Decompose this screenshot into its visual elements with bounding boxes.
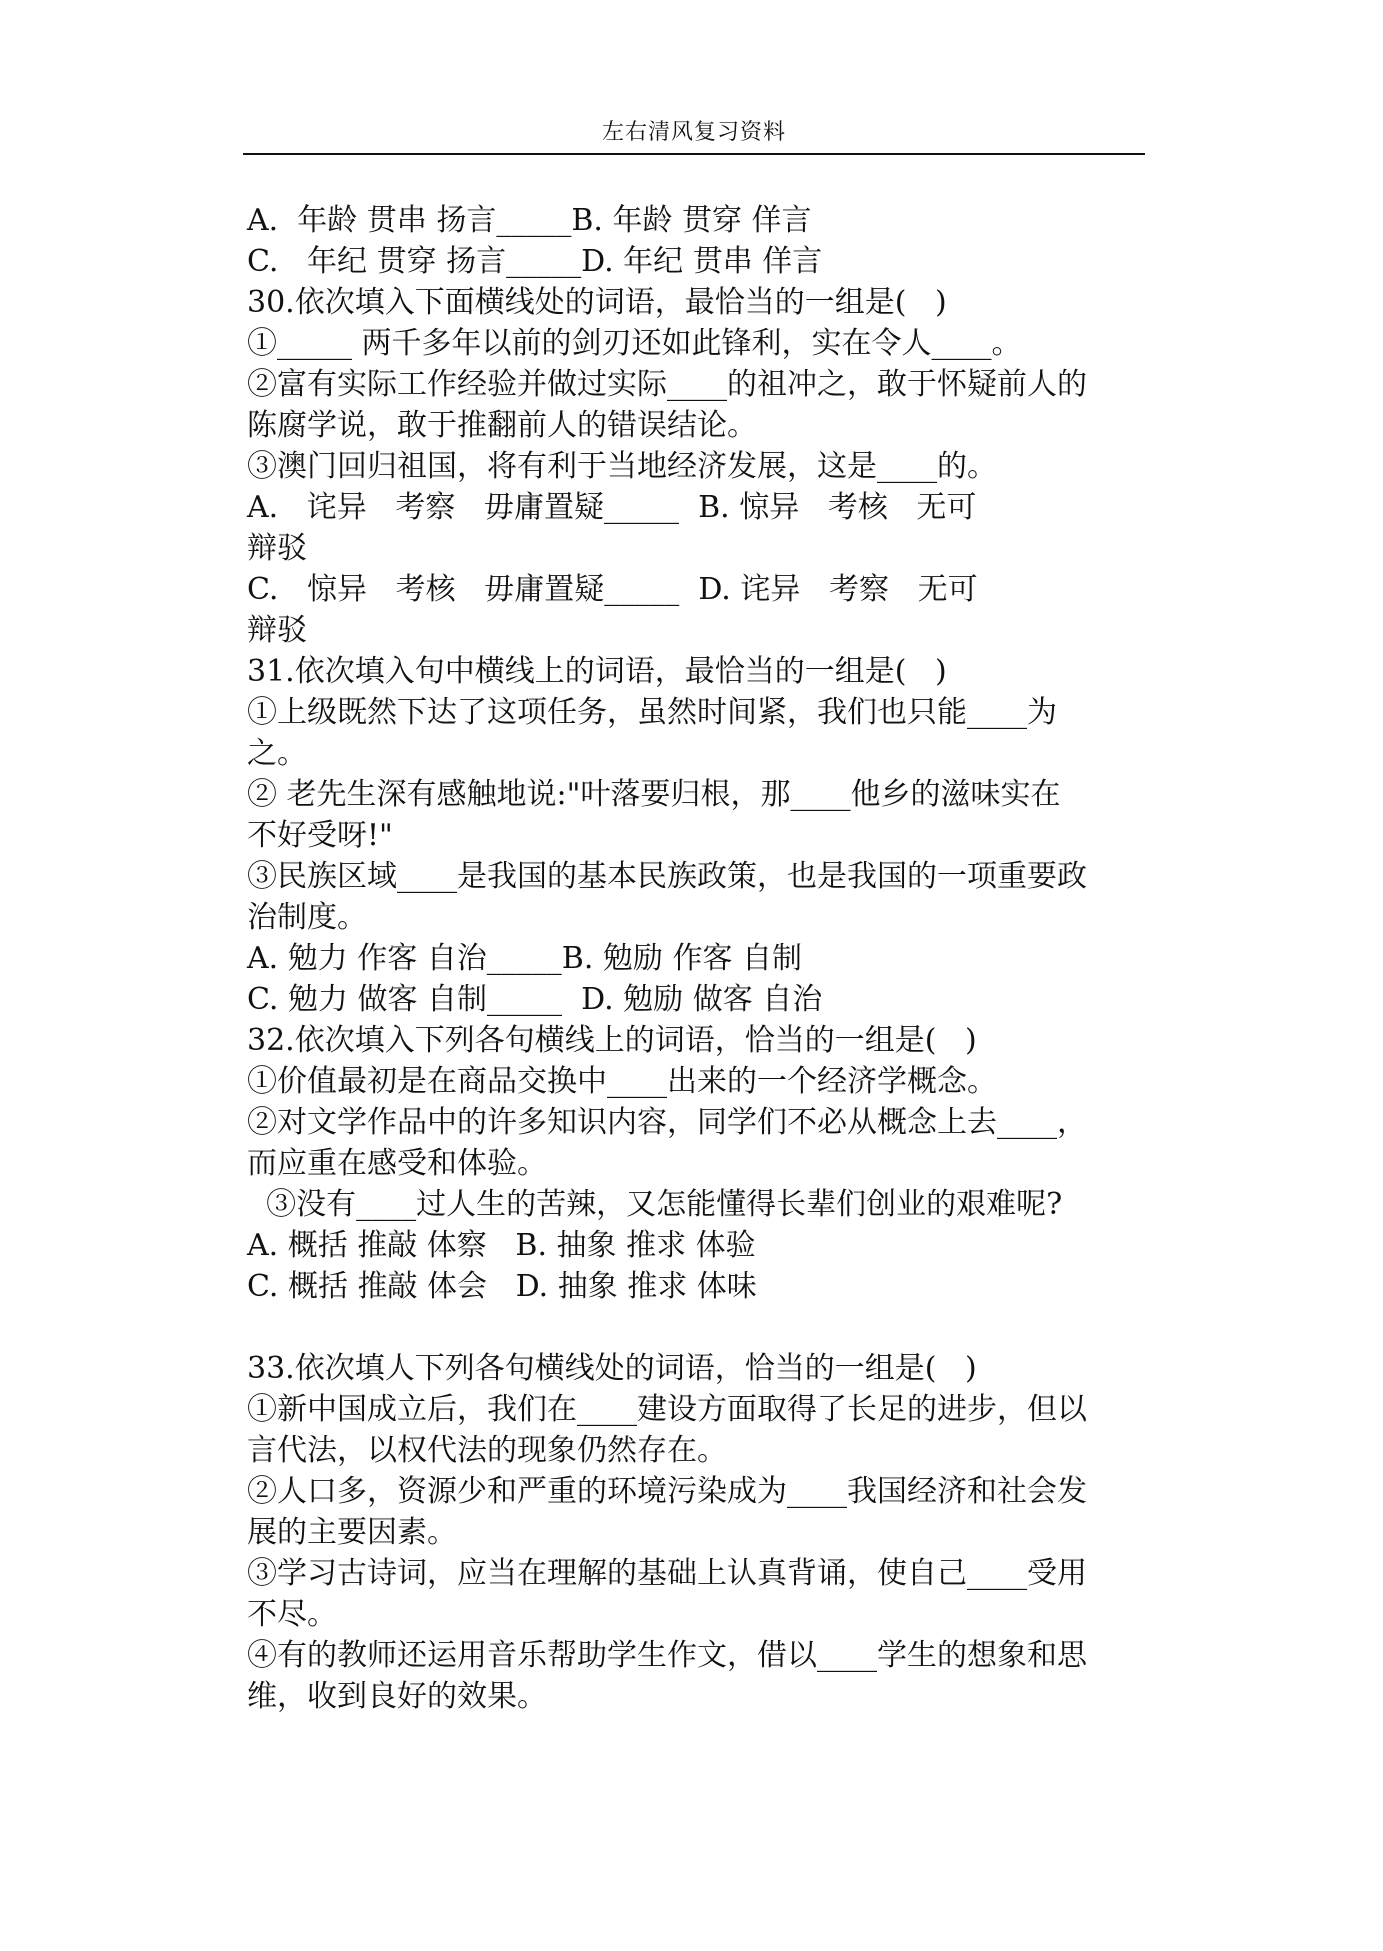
text-line: 辩驳: [247, 531, 307, 566]
text-line: A. 概括 推敲 体察 B. 抽象 推求 体验: [247, 1228, 756, 1263]
text-line: 33.依次填人下列各句横线处的词语，恰当的一组是( ): [247, 1351, 977, 1386]
header-divider: [243, 153, 1145, 155]
text-line: 展的主要因素。: [247, 1515, 457, 1550]
text-line: ①上级既然下达了这项任务，虽然时间紧，我们也只能____为: [247, 695, 1057, 730]
text-line: C. 年纪 贯穿 扬言_____D. 年纪 贯串 佯言: [247, 244, 823, 279]
text-line: 治制度。: [247, 900, 367, 935]
text-line: ①_____ 两千多年以前的剑刃还如此锋利，实在令人____。: [247, 326, 1022, 361]
text-line: ②对文学作品中的许多知识内容，同学们不必从概念上去____，: [247, 1105, 1087, 1140]
text-line: C. 惊异 考核 毋庸置疑_____ D. 诧异 考察 无可: [247, 572, 978, 607]
text-line: 陈腐学说，敢于推翻前人的错误结论。: [247, 408, 757, 443]
text-line: ② 老先生深有感触地说:"叶落要归根，那____他乡的滋味实在: [247, 777, 1061, 812]
document-body: [247, 200, 1147, 1717]
text-line: ①新中国成立后，我们在____建设方面取得了长足的进步，但以: [247, 1392, 1087, 1427]
text-line: 30.依次填入下面横线处的词语，最恰当的一组是( ): [247, 285, 947, 320]
text-line: A. 诧异 考察 毋庸置疑_____ B. 惊异 考核 无可: [247, 490, 977, 525]
text-line: C. 勉力 做客 自制_____ D. 勉励 做客 自治: [247, 982, 823, 1017]
text-line: 32.依次填入下列各句横线上的词语，恰当的一组是( ): [247, 1023, 977, 1058]
text-line: ③民族区域____是我国的基本民族政策，也是我国的一项重要政: [247, 859, 1087, 894]
text-line: ③澳门回归祖国，将有利于当地经济发展，这是____的。: [247, 449, 997, 484]
text-line: 31.依次填入句中横线上的词语，最恰当的一组是( ): [247, 654, 947, 689]
text-line: 言代法，以权代法的现象仍然存在。: [247, 1433, 727, 1468]
text-line: 不好受呀!": [247, 818, 393, 853]
text-line: ②人口多，资源少和严重的环境污染成为____我国经济和社会发: [247, 1474, 1087, 1509]
text-line: ④有的教师还运用音乐帮助学生作文，借以____学生的想象和思: [247, 1638, 1087, 1673]
text-line: 辩驳: [247, 613, 307, 648]
text-line: ③学习古诗词，应当在理解的基础上认真背诵，使自己____受用: [247, 1556, 1087, 1591]
page-header: 左右清风复习资料: [601, 120, 786, 145]
text-line: ①价值最初是在商品交换中____出来的一个经济学概念。: [247, 1064, 997, 1099]
text-line: ②富有实际工作经验并做过实际____的祖冲之，敢于怀疑前人的: [247, 367, 1087, 402]
text-line: 而应重在感受和体验。: [247, 1146, 547, 1181]
text-line: A. 勉力 作客 自治_____B. 勉励 作客 自制: [247, 941, 802, 976]
text-line: ③没有____过人生的苦辣，又怎能懂得长辈们创业的艰难呢?: [247, 1187, 1063, 1222]
text-line: A. 年龄 贯串 扬言_____B. 年龄 贯穿 佯言: [247, 203, 812, 238]
text-line: C. 概括 推敲 体会 D. 抽象 推求 体味: [247, 1269, 757, 1304]
text-line: 之。: [247, 736, 307, 771]
text-line: 维，收到良好的效果。: [247, 1679, 547, 1714]
text-line: [247, 1307, 1147, 1348]
text-line: 不尽。: [247, 1597, 337, 1632]
